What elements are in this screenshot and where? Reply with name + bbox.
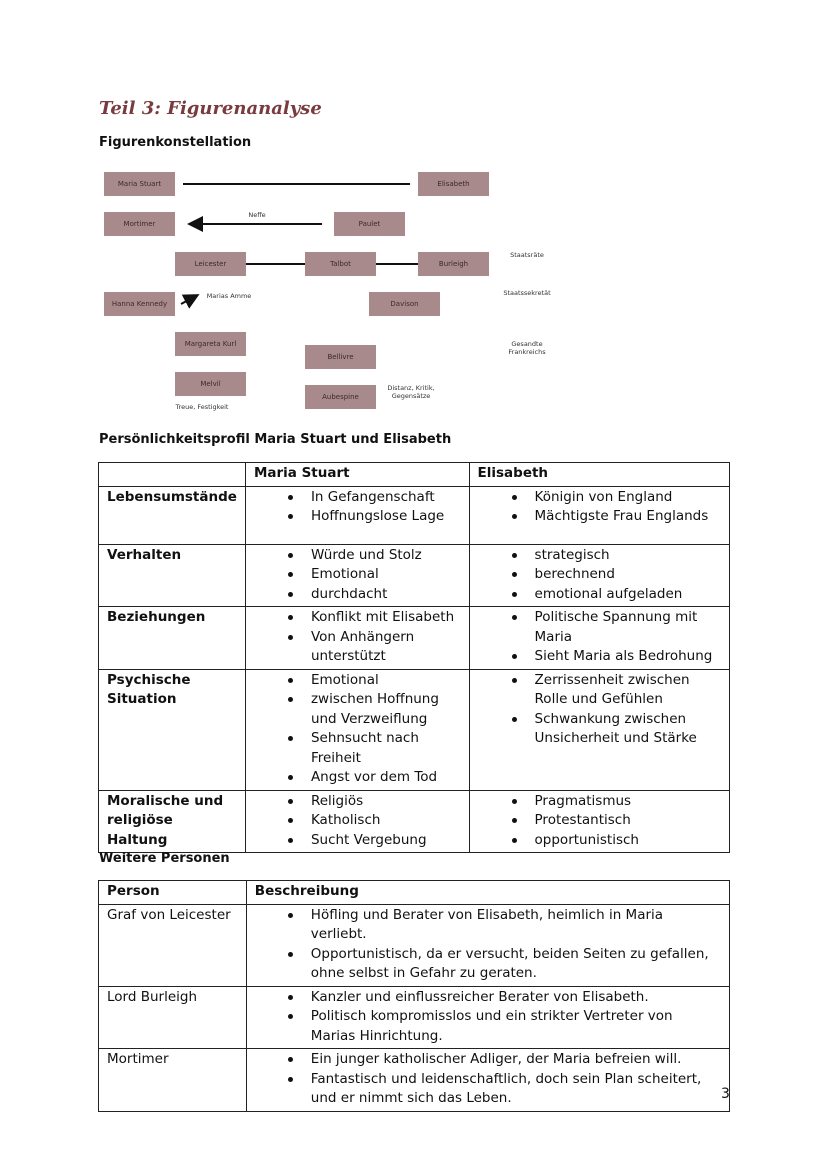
maria-cell <box>245 669 469 790</box>
table-row <box>99 904 730 986</box>
list-item: Emotional <box>311 671 461 691</box>
note-staatssekretaet: Staatssekretät <box>503 289 551 297</box>
box-maria-stuart: Maria Stuart <box>104 172 175 196</box>
list-item: Von Anhängern unterstützt <box>311 628 461 667</box>
row-label: Beziehungen <box>99 607 246 670</box>
maria-cell <box>245 607 469 670</box>
box-mortimer: Mortimer <box>104 212 175 236</box>
box-melvil: Melvil <box>175 372 246 396</box>
section-heading-profile: Persönlichkeitsprofil Maria Stuart und Elisabeth <box>99 432 452 447</box>
list-item: Katholisch <box>311 811 461 831</box>
note-treue-festigkeit: Treue, Festigkeit <box>175 403 229 411</box>
table-row <box>99 986 730 1049</box>
list-item: Sucht Vergebung <box>311 831 461 851</box>
persons-table <box>98 880 730 1112</box>
list-item: Kanzler und einflussreicher Berater von Elisabeth. <box>311 988 721 1008</box>
table-row <box>99 1049 730 1112</box>
box-elisabeth: Elisabeth <box>418 172 489 196</box>
list-item: Sieht Maria als Bedrohung <box>535 647 721 667</box>
box-leicester: Leicester <box>175 252 246 276</box>
box-burleigh: Burleigh <box>418 252 489 276</box>
person-name: Mortimer <box>99 1049 247 1112</box>
box-paulet: Paulet <box>334 212 405 236</box>
elisabeth-cell <box>469 544 729 607</box>
note-distanz-kritik: Distanz, Kritik, Gegensätze <box>387 384 435 401</box>
box-bellievre: Bellivre <box>305 345 376 369</box>
list-item: Politisch kompromisslos und ein strikter Vertreter von Marias Hinrichtung. <box>311 1007 721 1046</box>
elisabeth-cell <box>469 790 729 853</box>
table-header-row <box>99 463 730 487</box>
page-title: Teil 3: Figurenanalyse <box>99 98 322 119</box>
list-item: Emotional <box>311 565 461 585</box>
list-item: berechnend <box>535 565 721 585</box>
note-marias-amme: Marias Amme <box>206 292 252 300</box>
list-item: durchdacht <box>311 585 461 605</box>
elisabeth-cell <box>469 486 729 544</box>
list-item: Höfling und Berater von Elisabeth, heimlich in Maria verliebt. <box>311 906 721 945</box>
row-label: Psychische Situation <box>99 669 246 790</box>
diagram-lines <box>0 0 828 420</box>
list-item: Mächtigste Frau Englands <box>535 507 721 527</box>
section-heading-figurenkonstellation: Figurenkonstellation <box>99 135 252 150</box>
arrow-hanna-amme <box>181 296 196 304</box>
list-item: Angst vor dem Tod <box>311 768 461 788</box>
list-item: emotional aufgeladen <box>535 585 721 605</box>
list-item: Hoffnungslose Lage <box>311 507 461 527</box>
list-item: Politische Spannung mit Maria <box>535 608 721 647</box>
list-item: Religiös <box>311 792 461 812</box>
list-item: Zerrissenheit zwischen Rolle und Gefühlen <box>535 671 721 710</box>
page-number: 3 <box>721 1086 730 1102</box>
row-label: Lebensumstände <box>99 486 246 544</box>
profile-table <box>98 462 730 853</box>
list-item: Würde und Stolz <box>311 546 461 566</box>
list-item: Sehnsucht nach Freiheit <box>311 729 461 768</box>
table-row <box>99 669 730 790</box>
list-item: zwischen Hoffnung und Verzweiflung <box>311 690 461 729</box>
list-item: Protestantisch <box>535 811 721 831</box>
list-item: Pragmatismus <box>535 792 721 812</box>
table-row <box>99 607 730 670</box>
maria-cell <box>245 790 469 853</box>
box-margareta-kurl: Margareta Kurl <box>175 332 246 356</box>
list-item: strategisch <box>535 546 721 566</box>
list-item: opportunistisch <box>535 831 721 851</box>
list-item: Schwankung zwischen Unsicherheit und Stärke <box>535 710 721 749</box>
elisabeth-cell <box>469 607 729 670</box>
header-cell: Elisabeth <box>469 463 729 487</box>
box-talbot: Talbot <box>305 252 376 276</box>
person-description <box>246 1049 729 1112</box>
list-item: Königin von England <box>535 488 721 508</box>
table-row <box>99 544 730 607</box>
list-item: In Gefangenschaft <box>311 488 461 508</box>
box-davison: Davison <box>369 292 440 316</box>
table-header-row <box>99 881 730 905</box>
list-item: Konflikt mit Elisabeth <box>311 608 461 628</box>
note-neffe: Neffe <box>248 211 266 219</box>
maria-cell <box>245 486 469 544</box>
person-description <box>246 986 729 1049</box>
person-name: Graf von Leicester <box>99 904 247 986</box>
table-row <box>99 486 730 544</box>
person-name: Lord Burleigh <box>99 986 247 1049</box>
table-row <box>99 790 730 853</box>
header-cell: Maria Stuart <box>245 463 469 487</box>
list-item: Fantastisch und leidenschaftlich, doch sein Plan scheitert, und er nimmt sich das Leben. <box>311 1070 721 1109</box>
list-item: Ein junger katholischer Adliger, der Maria befreien will. <box>311 1050 721 1070</box>
note-gesandte-frankreichs: Gesandte Frankreichs <box>508 340 546 357</box>
list-item: Opportunistisch, da er versucht, beiden Seiten zu gefallen, ohne selbst in Gefahr zu geraten. <box>311 945 721 984</box>
row-label: Verhalten <box>99 544 246 607</box>
row-label: Moralische und religiöse Haltung <box>99 790 246 853</box>
note-staatsraete: Staatsräte <box>510 251 544 259</box>
header-cell: Person <box>99 881 247 905</box>
section-heading-weitere-personen: Weitere Personen <box>99 851 230 866</box>
maria-cell <box>245 544 469 607</box>
header-cell <box>99 463 246 487</box>
person-description <box>246 904 729 986</box>
header-cell: Beschreibung <box>246 881 729 905</box>
box-aubespine: Aubespine <box>305 385 376 409</box>
box-hanna-kennedy: Hanna Kennedy <box>104 292 175 316</box>
elisabeth-cell <box>469 669 729 790</box>
